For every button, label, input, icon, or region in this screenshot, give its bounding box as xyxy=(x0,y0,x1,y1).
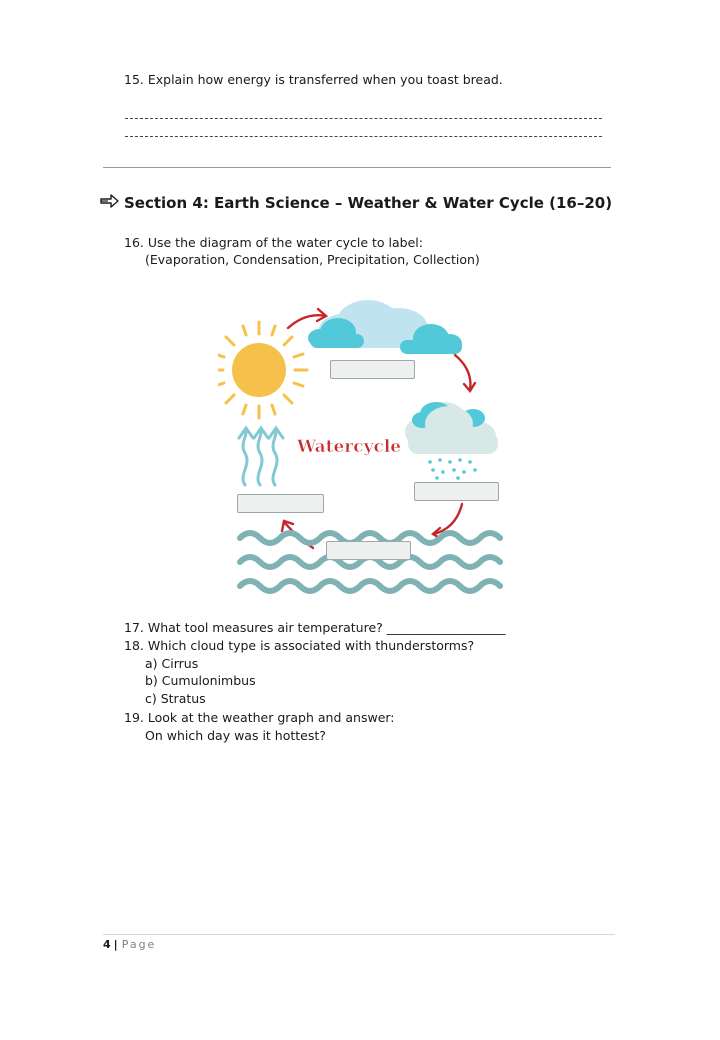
page-footer xyxy=(103,938,156,951)
page-word: Page xyxy=(121,938,157,951)
diagram-title: Watercycle xyxy=(297,437,402,457)
label-box-condensation[interactable] xyxy=(330,360,415,379)
section-4-heading xyxy=(100,194,612,212)
arrow-right-icon xyxy=(100,194,120,212)
arrow-to-rain-icon xyxy=(455,355,470,390)
option-b[interactable]: b) Cumulonimbus xyxy=(145,673,256,688)
footer-rule xyxy=(103,934,615,935)
label-box-collection[interactable] xyxy=(326,541,411,560)
section-4-title: Section 4: Earth Science – Weather & Water Cycle (16–20) xyxy=(124,194,613,212)
question-18: 18. Which cloud type is associated with thunderstorms? xyxy=(124,638,475,653)
answer-line-1[interactable] xyxy=(125,118,602,119)
question-19-line1: 19. Look at the weather graph and answer: xyxy=(124,710,395,725)
answer-line-2[interactable] xyxy=(125,136,602,137)
label-box-evaporation[interactable] xyxy=(237,494,324,513)
rain-cloud-icon xyxy=(405,402,498,480)
question-15: 15. Explain how energy is transferred when you toast bread. xyxy=(124,72,503,87)
footer-separator: | xyxy=(113,938,118,951)
section-divider xyxy=(103,167,611,168)
evaporation-arrows-icon xyxy=(239,428,283,485)
page-number: 4 xyxy=(103,938,111,951)
question-16-line2: (Evaporation, Condensation, Precipitation, Collection) xyxy=(145,252,480,267)
question-17: 17. What tool measures air temperature? ___________________ xyxy=(124,620,506,635)
cloud-icon xyxy=(308,300,462,354)
question-16-line1: 16. Use the diagram of the water cycle to label: xyxy=(124,235,423,250)
question-19-line2: On which day was it hottest? xyxy=(145,728,326,743)
option-a[interactable]: a) Cirrus xyxy=(145,656,199,671)
water-cycle-diagram xyxy=(218,290,508,600)
option-c[interactable]: c) Stratus xyxy=(145,691,206,706)
label-box-precipitation[interactable] xyxy=(414,482,499,501)
sun-icon xyxy=(218,322,307,418)
